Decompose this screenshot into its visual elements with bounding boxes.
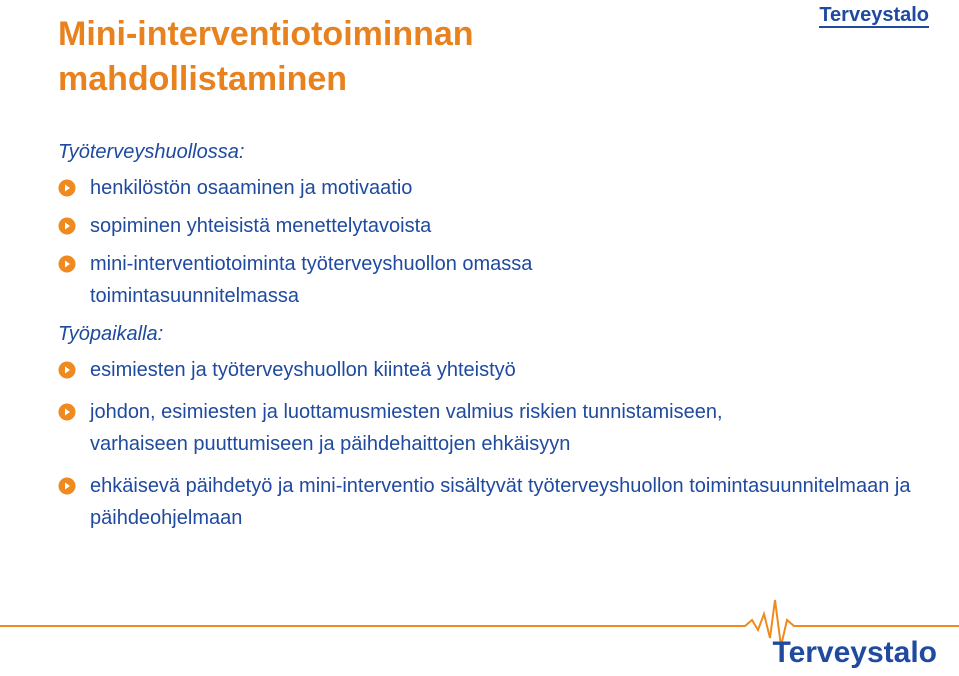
play-arrow-circle-icon (58, 255, 76, 273)
terveystalo-logo-bottom: Terveystalo (772, 636, 937, 669)
play-arrow-circle-icon (58, 477, 76, 495)
bullet-item (58, 172, 938, 204)
bullet-text: esimiesten ja työterveyshuollon kiinteä yhteistyö (90, 359, 516, 381)
section-heading-tyopaikka: Työpaikalla: (58, 323, 164, 345)
bullet-item (58, 396, 790, 460)
bullet-text: sopiminen yhteisistä menettelytavoista (90, 215, 432, 237)
section-heading-tyoterveyshuolto: Työterveyshuollossa: (58, 141, 245, 163)
bullet-text: henkilöstön osaaminen ja motivaatio (90, 177, 413, 199)
bullet-item (58, 248, 730, 312)
bullet-item (58, 470, 930, 534)
bullet-item (58, 210, 938, 242)
play-arrow-circle-icon (58, 217, 76, 235)
play-arrow-circle-icon (58, 361, 76, 379)
bullet-text: johdon, esimiesten ja luottamusmiesten valmius riskien tunnistamiseen, varhaiseen puuttumiseen ja päihdehaittojen ehkäisyyn (90, 401, 723, 455)
title-line-2: mahdollistaminen (58, 60, 348, 98)
slide-title (58, 12, 758, 102)
title-line-1: Mini-interventiotoiminnan (58, 15, 474, 53)
bullet-text: ehkäisevä päihdetyö ja mini-interventio sisältyvät työterveyshuollon toimintasuunnitelmaan ja päihdeohjelmaan (90, 475, 911, 529)
terveystalo-logo-top: Terveystalo (819, 4, 929, 26)
bullet-text: mini-interventiotoiminta työterveyshuollon omassa toimintasuunnitelmassa (90, 253, 533, 307)
play-arrow-circle-icon (58, 403, 76, 421)
play-arrow-circle-icon (58, 179, 76, 197)
bullet-list-tyoterveyshuolto (58, 172, 938, 312)
bullet-item (58, 354, 938, 386)
slide-content (58, 138, 938, 534)
bullet-list-tyopaikka (58, 354, 938, 534)
